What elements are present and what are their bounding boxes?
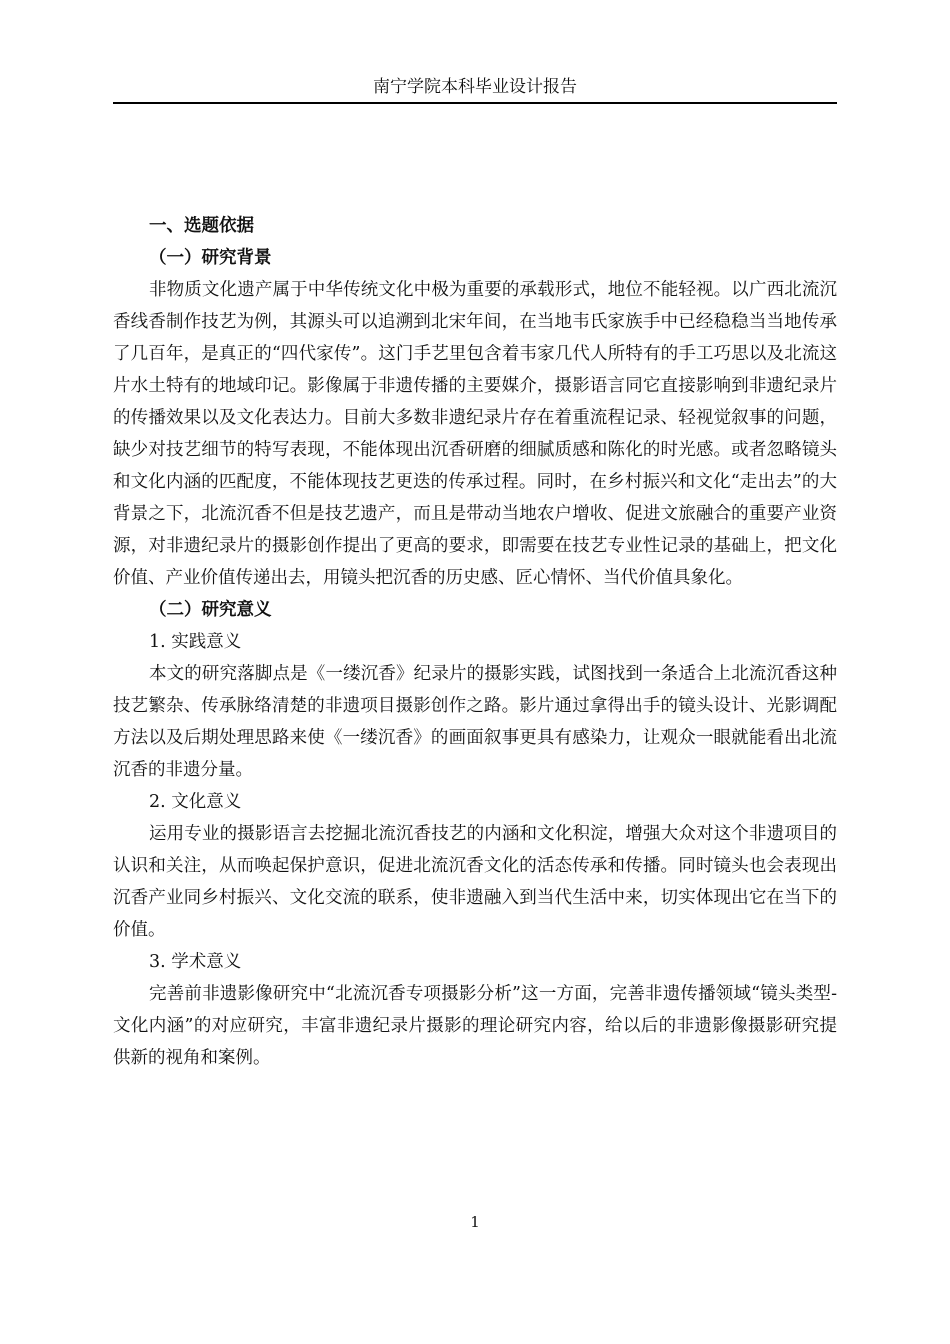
item-heading-culture: 2. 文化意义 xyxy=(149,792,242,812)
header-title: 南宁学院本科毕业设计报告 xyxy=(373,77,577,97)
paragraph-practice: 本文的研究落脚点是《一缕沉香》纪录片的摄影实践，试图找到一条适合上北流沉香这种技艺繁杂、传承脉络清楚的非遗项目摄影创作之路。影片通过拿得出手的镜头设计、光影调配方法以及后期处理思路来使《一缕沉香》的画面叙事更具有感染力，让观众一眼就能看出北流沉香的非遗分量。 xyxy=(113,664,837,780)
page-header xyxy=(113,74,837,104)
paragraph-background: 非物质文化遗产属于中华传统文化中极为重要的承载形式，地位不能轻视。以广西北流沉香线香制作技艺为例，其源头可以追溯到北宋年间，在当地韦氏家族手中已经稳稳当当地传承了几百年，是真正的“四代家传”。这门手艺里包含着韦家几代人所特有的手工巧思以及北流这片水土特有的地域印记。影像属于非遗传播的主要媒介，摄影语言同它直接影响到非遗纪录片的传播效果以及文化表达力。目前大多数非遗纪录片存在着重流程记录、轻视觉叙事的问题，缺少对技艺细节的特写表现，不能体现出沉香研磨的细腻质感和陈化的时光感。或者忽略镜头和文化内涵的匹配度，不能体现技艺更迭的传承过程。同时，在乡村振兴和文化“走出去”的大背景之下，北流沉香不但是技艺遗产，而且是带动当地农户增收、促进文旅融合的重要产业资源，对非遗纪录片的摄影创作提出了更高的要求，即需要在技艺专业性记录的基础上，把文化价值、产业价值传递出去，用镜头把沉香的历史感、匠心情怀、当代价值具象化。 xyxy=(113,280,837,588)
document-body xyxy=(113,210,837,1074)
paragraph-academic: 完善前非遗影像研究中“北流沉香专项摄影分析”这一方面，完善非遗传播领域“镜头类型-文化内涵”的对应研究，丰富非遗纪录片摄影的理论研究内容，给以后的非遗影像摄影研究提供新的视角和案例。 xyxy=(113,984,837,1068)
subsection-heading-significance: （二）研究意义 xyxy=(149,600,272,620)
subsection-heading-background: （一）研究背景 xyxy=(149,248,272,268)
section-heading: 一、选题依据 xyxy=(149,216,254,236)
item-heading-academic: 3. 学术意义 xyxy=(149,952,242,972)
page-number: 1 xyxy=(470,1213,480,1231)
paragraph-culture: 运用专业的摄影语言去挖掘北流沉香技艺的内涵和文化积淀，增强大众对这个非遗项目的认识和关注，从而唤起保护意识，促进北流沉香文化的活态传承和传播。同时镜头也会表现出沉香产业同乡村振兴、文化交流的联系，使非遗融入到当代生活中来，切实体现出它在当下的价值。 xyxy=(113,824,837,940)
item-heading-practice: 1. 实践意义 xyxy=(149,632,242,652)
